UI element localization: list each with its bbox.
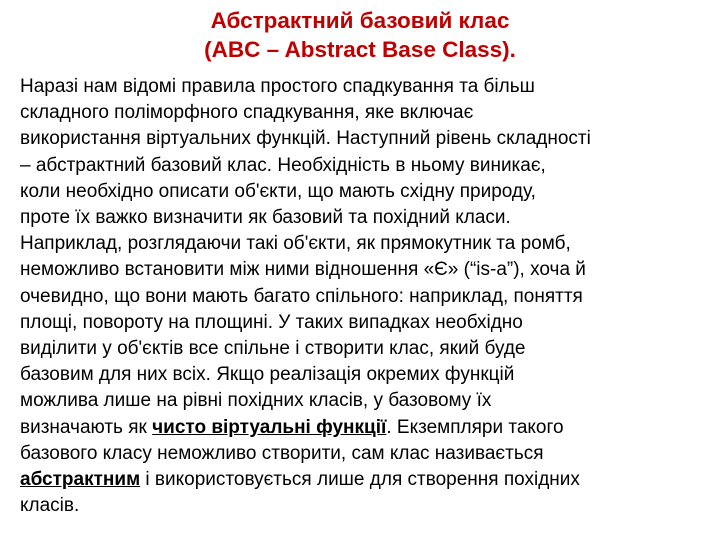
body-paragraph: [20, 74, 708, 519]
abstract-term: абстрактним: [20, 469, 141, 491]
body-line: проте їх важко визначити як базовий та похідний класи.: [20, 207, 511, 229]
body-line: Наразі нам відомі правила простого спадкування та більш: [20, 76, 535, 97]
body-line: неможливо встановити між ними відношення «Є» (“is-a”), хоча й: [20, 259, 586, 281]
body-line: [20, 467, 708, 493]
body-line: класів.: [20, 495, 80, 517]
body-line: можлива лише на рівні похідних класів, у базовому їх: [20, 390, 492, 412]
body-line: [20, 415, 708, 441]
title-line-2: (ABC – Abstract Base Class).: [204, 37, 516, 62]
body-line: Наприклад, розглядаючи такі об'єкти, як прямокутник та ромб,: [20, 233, 571, 255]
body-line: базового класу неможливо створити, сам клас називається: [20, 442, 544, 464]
body-line: – абстрактний базовий клас. Необхідність в ньому виникає,: [20, 154, 546, 176]
body-line: площі, повороту на площині. У таких випадках необхідно: [20, 311, 523, 333]
body-line: використання віртуальних функцій. Наступний рівень складності: [20, 128, 591, 150]
body-line: коли необхідно описати об'єкти, що мають східну природу,: [20, 180, 536, 202]
title-line-1: Абстрактний базовий клас: [210, 8, 510, 33]
body-line: очевидно, що вони мають багато спільного: наприклад, поняття: [20, 285, 583, 307]
body-line: складного поліморфного спадкування, яке включає: [20, 102, 474, 124]
pure-virtual-functions-term: чисто віртуальні функції: [152, 416, 387, 438]
slide-title: [0, 6, 720, 64]
body-text-segment: визначають як: [20, 416, 153, 438]
body-text-segment: . Екземпляри такого: [386, 416, 564, 438]
body-text-segment: і використовується лише для створення похідних: [140, 469, 580, 491]
body-line: базовим для них всіх. Якщо реалізація окремих функцій: [20, 364, 515, 386]
body-line: виділити у об'єктів все спільне і створити клас, який буде: [20, 338, 526, 360]
